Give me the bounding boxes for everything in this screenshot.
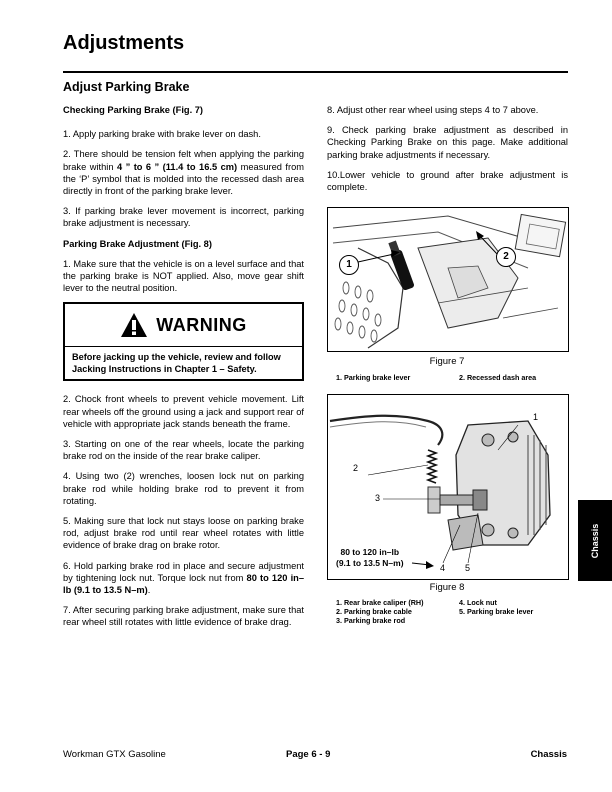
section-title: Adjust Parking Brake [63,80,190,94]
chapter-tab: Chassis [578,500,612,581]
figure-8-callout-3: 3 [375,493,381,503]
figure-8-legend-item-4: 4. Lock nut [459,598,497,607]
figure-8-callout-1: 1 [533,412,539,422]
step-check-3: 3. If parking brake lever movement is incorrect, parking brake adjustment is necessary. [63,206,304,229]
footer-chapter: Chassis [530,749,567,760]
figure-8-callout-2: 2 [353,463,359,473]
figure-8-legend-item-5: 5. Parking brake lever [459,607,534,616]
left-column [63,104,304,637]
warning-text: Before jacking up the vehicle, review and follow Jacking Instructions in Chapter 1 – Safety. [72,352,281,374]
figure-7-callout-2: 2 [496,247,516,267]
title-rule [63,71,568,73]
step-adjust-4: 4. Using two (2) wrenches, loosen lock nut on parking brake rod while holding brake rod to prevent it from rotating. [63,471,304,506]
figure-8-callout-4: 4 [440,563,446,573]
figure-7-image [327,207,569,352]
figure-7-legend [336,373,566,382]
figure-7-callout-1: 1 [339,255,359,275]
step-check-2: 2. There should be tension felt when applying the parking brake within 4 ” to 6 ” (11.4 to 16.5 cm) measured from the ‘P’ symbol that is molded into the recessed dash area directly in front of the parking brake lever. [63,149,304,197]
step-adjust-10: 10.Lower vehicle to ground after brake adjustment is complete. [327,169,568,193]
warning-title: WARNING [156,315,247,336]
step-adjust-3: 3. Starting on one of the rear wheels, locate the parking brake rod on the inside of the rear brake caliper. [63,439,304,462]
step-adjust-1: 1. Make sure that the vehicle is on a level surface and that the parking brake is NOT applied. Also, move gear shift lever to the neutral position. [63,258,304,294]
figure-8-legend-item-2: 2. Parking brake cable [336,607,412,616]
warning-icon [120,312,148,338]
figure-8-image [327,394,569,580]
figure-7-legend-item-1: 1. Parking brake lever [336,373,411,382]
warning-box [63,302,304,381]
subheading-checking: Checking Parking Brake (Fig. 7) [63,105,204,115]
step-adjust-7: 7. After securing parking brake adjustment, make sure that rear wheel still rotates with little evidence of brake drag. [63,605,304,628]
figure-8-legend-item-3: 3. Parking brake rod [336,616,406,625]
figure-8-legend-item-1: 1. Rear brake caliper (RH) [336,598,424,607]
step-adjust-8: 8. Adjust other rear wheel using steps 4 to 7 above. [327,105,539,115]
page-title: Adjustments [63,32,185,54]
step-adjust-2: 2. Chock front wheels to prevent vehicle movement. Lift rear wheels off the ground using a jack and support rear of vehicle with appropriate jack stands beneath the frame. [63,394,304,429]
figure-7-drawing [328,208,568,351]
step-check-1: 1. Apply parking brake with brake lever on dash. [63,129,261,140]
figure-8-torque-label: 80 to 120 in–lb (9.1 to 13.5 N–m) [336,547,404,568]
figure-8-caption: Figure 8 [429,582,465,593]
figure-8-legend [336,598,566,625]
figure-7-legend-item-2: 2. Recessed dash area [459,373,537,382]
footer-manual-name: Workman GTX Gasoline [63,749,166,760]
figure-7-caption: Figure 7 [429,356,465,367]
figure-8-callout-5: 5 [465,563,471,573]
subheading-adjustment: Parking Brake Adjustment (Fig. 8) [63,238,212,249]
step-adjust-6: 6. Hold parking brake rod in place and secure adjustment by tightening lock nut. Torque lock nut from 80 to 120 in–lb (9.1 to 13.5 N–m). [63,560,305,596]
step-adjust-5: 5. Making sure that lock nut stays loose on parking brake rod, adjust brake rod until rear wheel rotates with little evidence of brake drag on brake rotor. [63,516,304,551]
right-column [327,104,568,201]
footer-page-number: Page 6 - 9 [286,749,331,760]
step-adjust-9: 9. Check parking brake adjustment as described in Checking Parking Brake on this page. Make additional parking brake adjustments if necessary. [327,125,568,160]
